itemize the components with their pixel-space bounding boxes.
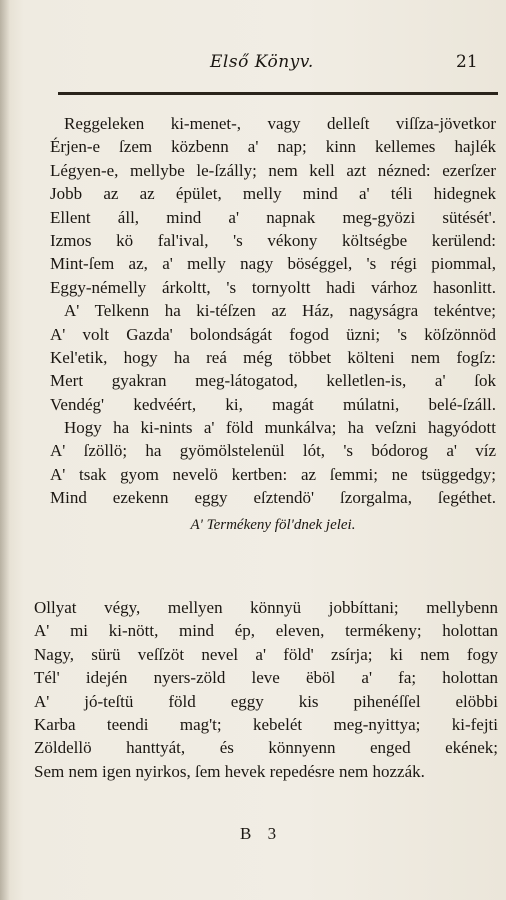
page-number: 21 — [456, 52, 478, 72]
page-header — [0, 52, 506, 78]
verse-line: Izmos kö fal'ival, 's vékony költségbe kerülend: — [50, 230, 496, 250]
running-head: Első Könyv. — [210, 52, 314, 72]
verse-line: Sem nem igen nyirkos, ſem hevek repedésre nem hozzák. — [34, 761, 425, 781]
verse-line: Légyen-e, mellybe le-ſzálly; nem kell azt nézned: ezerſzer — [50, 160, 496, 180]
verse-line: A' volt Gazda' bolondságát fogod üzni; 's köſzönnöd — [50, 324, 496, 344]
verse-line: Nagy, sürü veſſzöt nevel a' föld' zsírja; ki nem fogy — [34, 644, 498, 664]
verse-line: Jobb az az épület, melly mind a' téli hidegnek — [50, 184, 496, 204]
verse-line: Vendég' kedvéért, ki, magát múlatni, belé-ſzáll. — [50, 394, 496, 414]
verse-line: Ollyat végy, mellyen könnyü jobbíttani; mellybenn — [34, 598, 498, 617]
section-subheading: A' Termékeny föl'dnek jelei. — [190, 516, 356, 533]
verse-line: Hogy ha ki-nints a' föld munkálva; ha veſzni hagyódott — [64, 418, 496, 438]
verse-line: Mert gyakran meg-látogatod, kelletlen-is, a' ſok — [50, 371, 496, 391]
verse-line: Karba teendi mag't; kebelét meg-nyittya; ki-fejti — [34, 714, 498, 734]
verse-line: Mint-ſem az, a' melly nagy böséggel, 's régi piommal, — [50, 254, 496, 274]
verse-line: Reggeleken ki-menet-, vagy delleſt viſſza-jövetkor — [64, 114, 496, 133]
gutter-shadow — [0, 0, 10, 900]
verse-line: A' tsak gyom nevelö kertben: az ſemmi; ne tsüggedgy; — [50, 464, 496, 484]
verse-line: Tél' idején nyers-zöld leve ëböl a' fa; holottan — [34, 668, 498, 688]
verse-line: A' ſzöllö; ha gyömölstelenül lót, 's bódorog a' víz — [50, 441, 496, 461]
verse-line: A' mi ki-nött, mind ép, eleven, termékeny; holottan — [34, 621, 498, 641]
verse-line: Zöldellö hanttyát, és könnyenn enged ekének; — [34, 738, 498, 758]
verse-line: Kel'etik, hogy ha reá még többet költeni nem fogſz: — [50, 347, 496, 367]
verse-block-upper — [50, 112, 496, 546]
verse-line: Mind ezekenn eggy eſztendö' ſzorgalma, ſegéthet. — [50, 488, 496, 508]
signature-mark: B 3 — [240, 824, 283, 843]
verse-line: Ellent áll, mind a' napnak meg-gyözi sütését'. — [50, 207, 496, 227]
header-rule — [58, 92, 498, 95]
verse-line: A' Telkenn ha ki-téſzen az Ház, nagyságra tekéntve; — [64, 301, 496, 321]
verse-line: A' jó-teſtü föld eggy kis pihenéſſel elöbbi — [34, 691, 498, 711]
verse-line: Eggy-némelly árkoltt, 's tornyoltt hadi várhoz hasonlitt. — [50, 277, 496, 297]
verse-line: Érjen-e ſzem közbenn a' nap; kinn kellemes hajlék — [50, 137, 496, 157]
verse-block-lower — [34, 596, 498, 783]
